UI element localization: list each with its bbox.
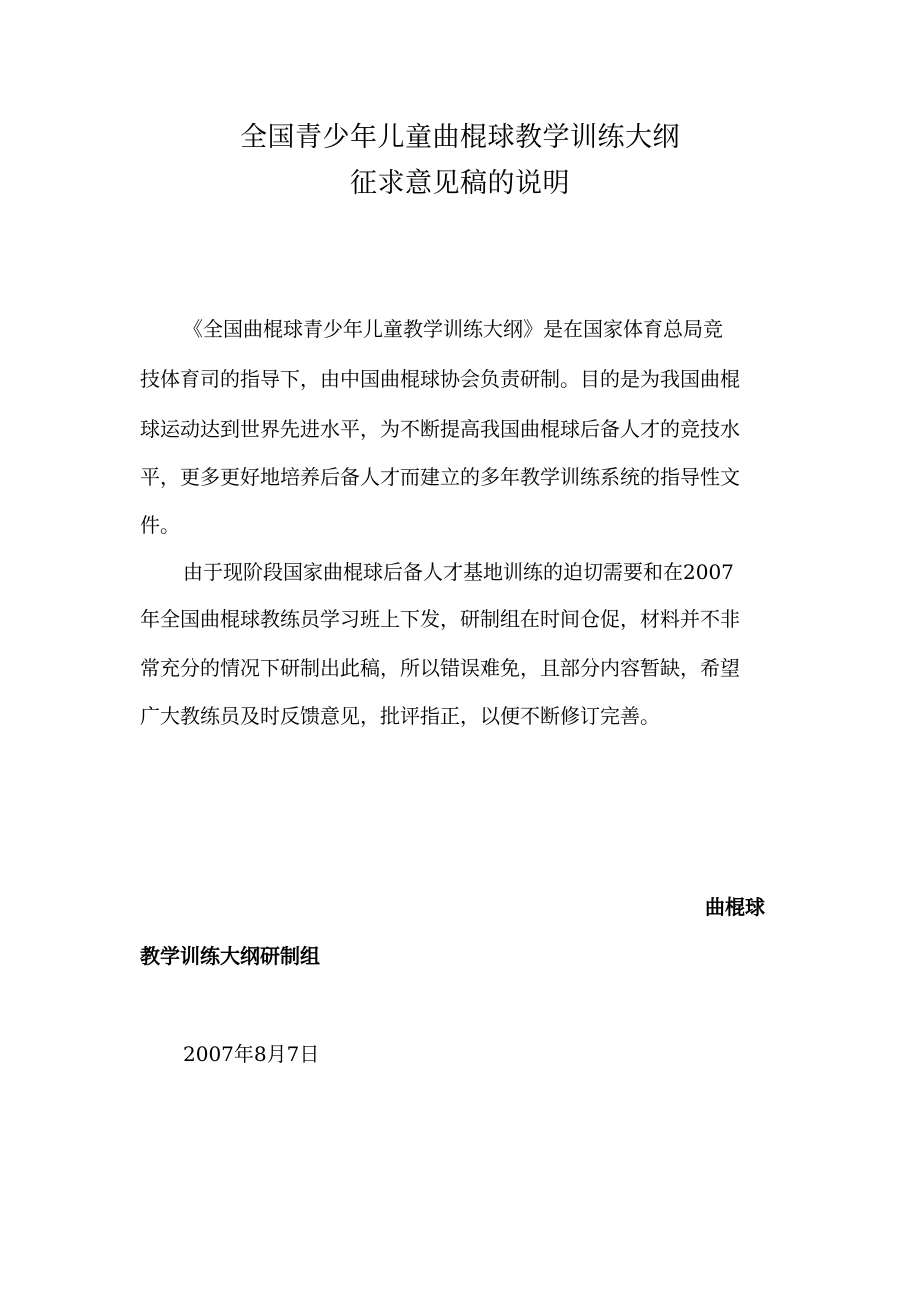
paragraph-1-line-1: 《全国曲棍球青少年儿童教学训练大纲》是在国家体育总局竞	[183, 317, 723, 341]
paragraph-2-line-4: 广大教练员及时反馈意见，批评指正，以便不断修订完善。	[140, 704, 660, 728]
signature-line-2: 教学训练大纲研制组	[140, 944, 320, 968]
document-date: 2007年8月7日	[183, 1042, 320, 1066]
paragraph-1-line-3: 球运动达到世界先进水平，为不断提高我国曲棍球后备人才的竞技水	[140, 417, 740, 441]
paragraph-1-line-5: 件。	[140, 513, 180, 537]
document-title-line-1: 全国青少年儿童曲棍球教学训练大纲	[240, 122, 680, 153]
paragraph-2-line-1: 由于现阶段国家曲棍球后备人才基地训练的迫切需要和在2007	[183, 560, 734, 584]
paragraph-1-line-2: 技体育司的指导下，由中国曲棍球协会负责研制。目的是为我国曲棍	[140, 367, 740, 391]
signature-line-1: 曲棍球	[705, 895, 765, 919]
paragraph-1-line-4: 平，更多更好地培养后备人才而建立的多年教学训练系统的指导性文	[140, 465, 740, 489]
paragraph-2-line-3: 常充分的情况下研制出此稿，所以错误难免，且部分内容暂缺，希望	[140, 656, 740, 680]
document-title-line-2: 征求意见稿的说明	[350, 168, 570, 199]
paragraph-2-line-2: 年全国曲棍球教练员学习班上下发，研制组在时间仓促，材料并不非	[140, 607, 740, 631]
